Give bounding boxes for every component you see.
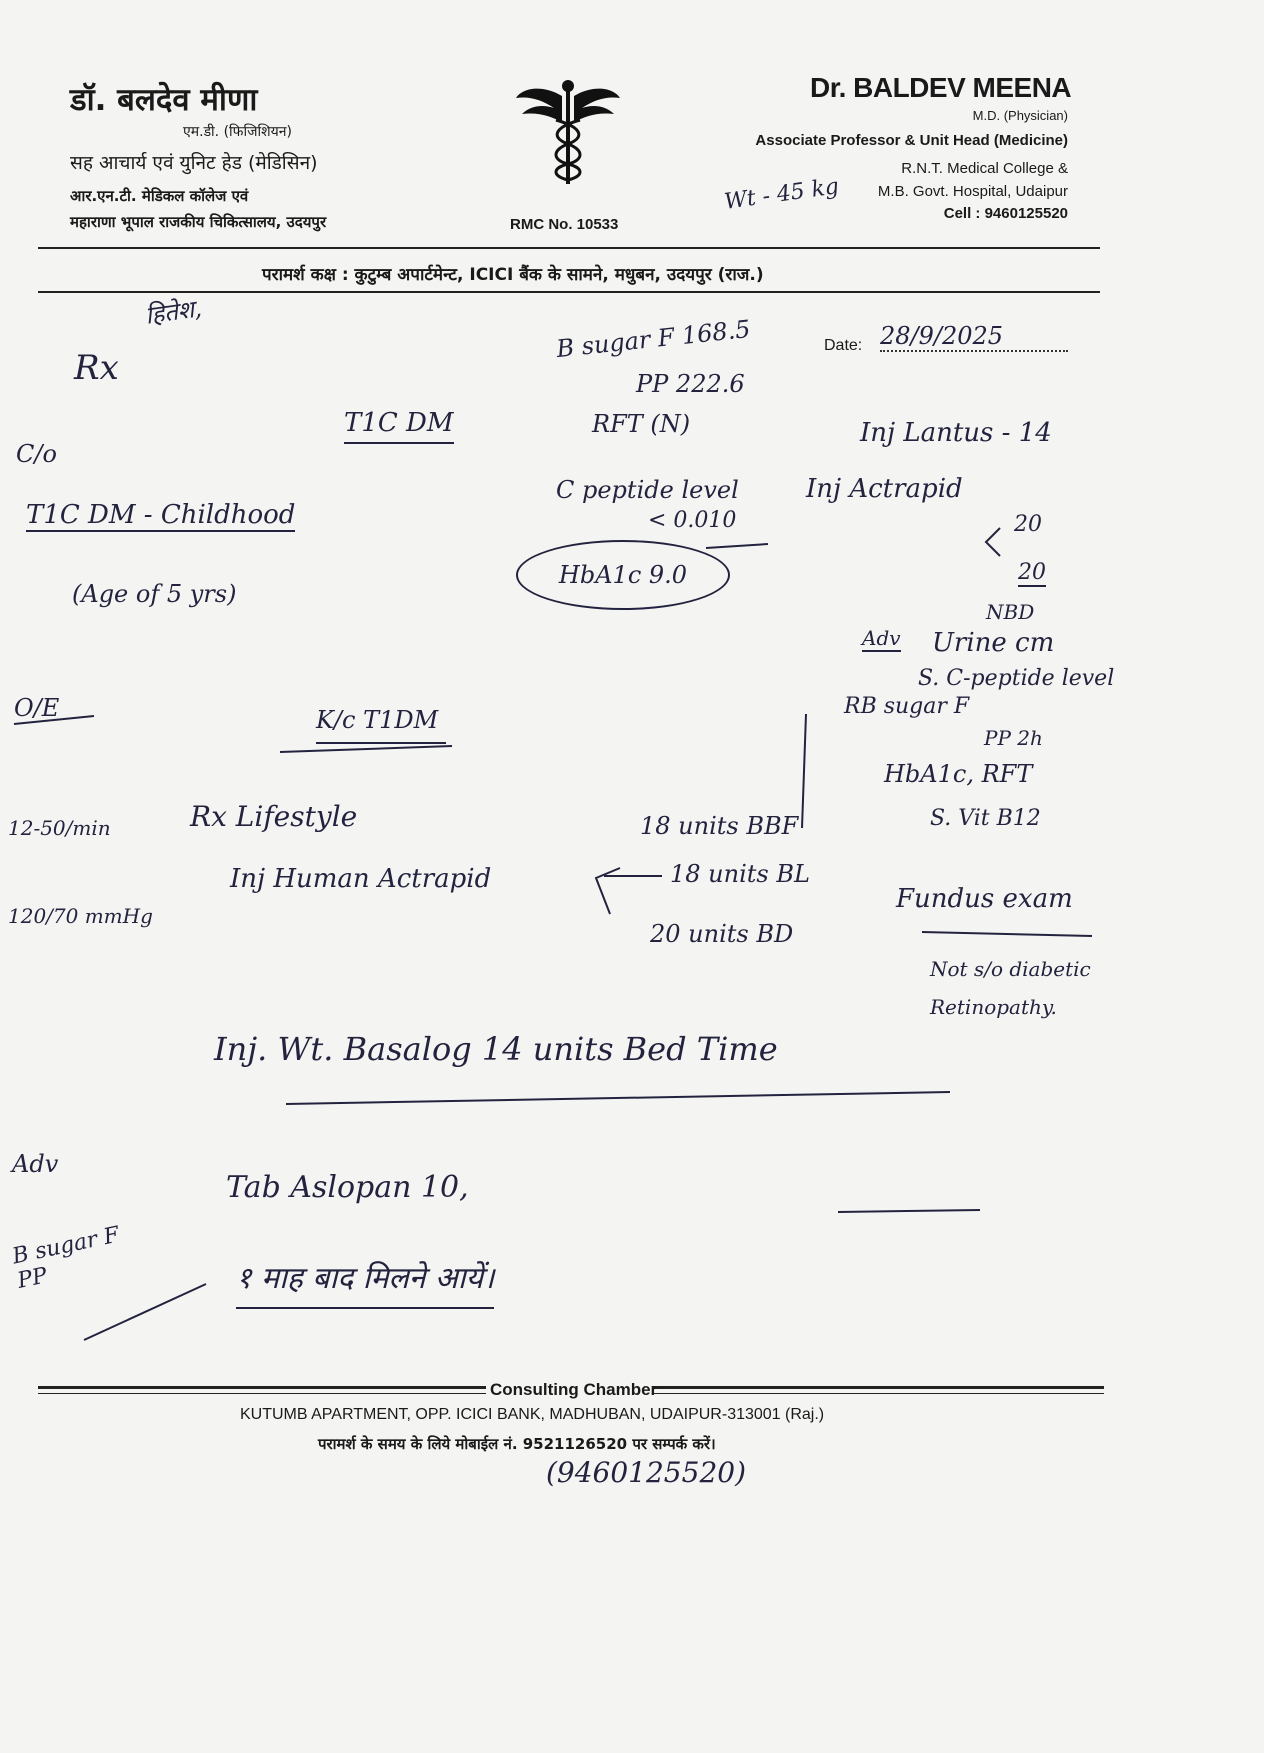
advice-label: Adv (862, 626, 901, 650)
insulin-dose-bd: 20 units BD (650, 920, 794, 948)
advice-pp2h: PP 2h (984, 726, 1043, 750)
rft-normal: RFT (N) (592, 410, 691, 438)
college-hindi-line2: महाराणा भूपाल राजकीय चिकित्सालय, उदयपुर (70, 213, 327, 231)
actrapid-dose-1: 20 (1014, 512, 1042, 537)
consultation-address-hindi: परामर्श कक्ष : कुटुम्ब अपार्टमेन्ट, ICICI बैंक के सामने, मधुबन, उदयपुर (राज.) (262, 265, 764, 285)
follow-up-note: १ माह बाद मिलने आयें। (236, 1256, 494, 1309)
designation-hindi: सह आचार्य एवं युनिट हेड (मेडिसिन) (70, 152, 318, 174)
advice-urine: Urine cm (932, 628, 1055, 658)
footer-address: KUTUMB APARTMENT, OPP. ICICI BANK, MADHUBAN, UDAIPUR-313001 (Raj.) (240, 1406, 825, 1423)
diagnosis-t1dm: T1C DM (344, 408, 454, 444)
footer-rule-left-2 (38, 1393, 486, 1394)
c-peptide-level: C peptide level (556, 476, 739, 504)
footer-mobile-handwritten: (9460125520) (546, 1456, 746, 1489)
inj-actrapid: Inj Actrapid (806, 474, 963, 504)
heart-rate: 12-50/min (8, 816, 111, 840)
degree-hindi: एम.डी. (फिजिशियन) (183, 124, 292, 140)
footer-rule-right-2 (652, 1393, 1104, 1394)
blood-sugar-pp: PP 222.6 (636, 370, 745, 398)
insulin-dose-bbf: 18 units BBF (640, 812, 799, 840)
designation-english: Associate Professor & Unit Head (Medicine) (755, 132, 1068, 149)
weight-note: Wt - 45 kg (722, 174, 841, 215)
blood-sugar-fasting: B sugar F 168.5 (555, 314, 752, 364)
date-value: 28/9/2025 (880, 322, 1068, 352)
blood-pressure: 120/70 mmHg (8, 904, 153, 928)
doctor-name-english: Dr. BALDEV MEENA (810, 72, 1072, 103)
history-childhood: T1C DM - Childhood (26, 500, 296, 530)
complaint-of: C/o (16, 440, 57, 468)
inj-basalog: Inj. Wt. Basalog 14 units Bed Time (214, 1030, 778, 1068)
footer-contact-hindi: परामर्श के समय के लिये मोबाईल नं. 9521126520 पर सम्पर्क करें। (318, 1435, 716, 1453)
inj-human-actrapid: Inj Human Actrapid (230, 864, 492, 894)
inj-lantus: Inj Lantus - 14 (860, 418, 1052, 448)
on-examination: O/E (14, 694, 60, 722)
doctor-name-hindi: डॉ. बलदेव मीणा (70, 82, 258, 118)
advice-bsugar-pp: B sugar F PP (10, 1222, 122, 1294)
footer-title: Consulting Chamber (490, 1380, 658, 1399)
patient-name: हितेश, (143, 294, 204, 330)
college-hindi-line1: आर.एन.टी. मेडिकल कॉलेज एवं (70, 187, 249, 205)
tab-aslopan: Tab Aslopan 10, (226, 1170, 469, 1205)
advice-rb-sugar: RB sugar F (844, 694, 970, 719)
advice-label-2: Adv (12, 1150, 59, 1178)
degree-english: M.D. (Physician) (972, 108, 1068, 123)
date-label: Date: (824, 337, 863, 354)
college-english-line2: M.B. Govt. Hospital, Udaipur (877, 183, 1068, 200)
nbd-note: NBD (986, 600, 1035, 624)
college-english-line1: R.N.T. Medical College & (901, 160, 1068, 177)
advice-c-peptide: S. C-peptide level (918, 666, 1115, 691)
advice-hba1c-rft: HbA1c, RFT (884, 760, 1033, 788)
history-age: (Age of 5 yrs) (72, 580, 237, 608)
not-retinopathy: Not s/o diabetic Retinopathy. (930, 957, 1091, 1019)
footer-rule-right-1 (652, 1386, 1104, 1389)
rx-lifestyle: Rx Lifestyle (190, 800, 358, 833)
footer-rule-left-1 (38, 1386, 486, 1389)
actrapid-dose-2: 20 (1018, 560, 1046, 585)
rx-symbol: Rx (74, 348, 119, 388)
c-peptide-value: < 0.010 (648, 508, 737, 533)
rmc-number: RMC No. 10533 (510, 216, 619, 233)
insulin-dose-bl: 18 units BL (670, 860, 810, 888)
diagnosis-t1dm-2: K/c T1DM (316, 706, 446, 744)
advice-vit-b12: S. Vit B12 (930, 806, 1041, 831)
cell-number: Cell : 9460125520 (943, 205, 1068, 222)
hba1c-circled: HbA1c 9.0 (516, 540, 730, 610)
advice-fundus: Fundus exam (896, 884, 1073, 914)
